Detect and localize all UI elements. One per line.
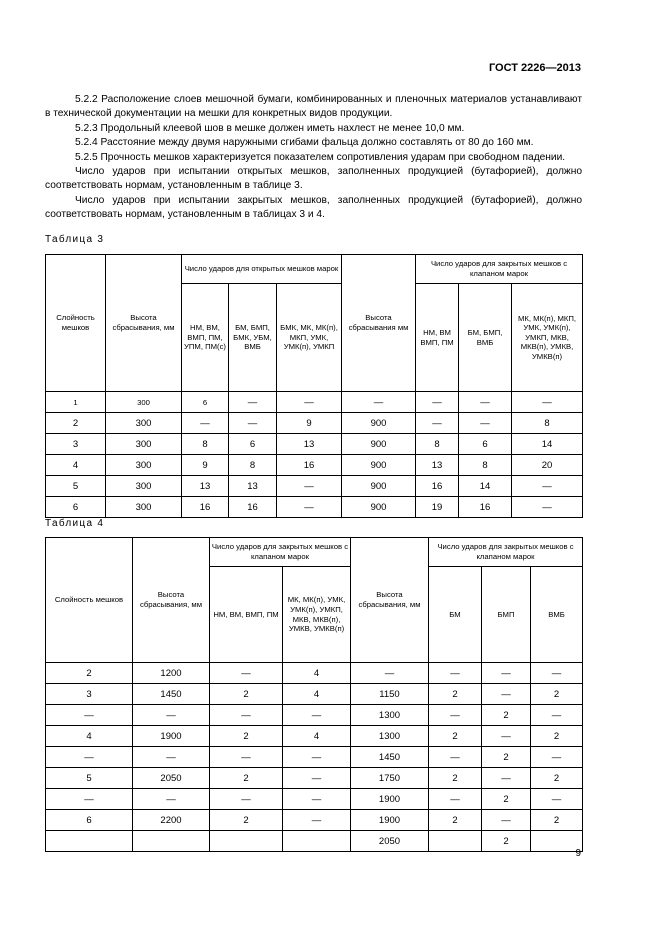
table-cell: 14 [459, 476, 512, 497]
table-cell [210, 831, 283, 852]
table-cell: — [531, 789, 583, 810]
header-cell: Число ударов для открытых мешков марок [182, 255, 342, 284]
table-cell: 2 [531, 726, 583, 747]
table-cell: 2 [210, 684, 283, 705]
table-cell: 5 [46, 768, 133, 789]
table-cell: — [283, 747, 351, 768]
paragraph: 5.2.3 Продольный клеевой шов в мешке должен иметь нахлест не менее 10,0 мм. [75, 122, 465, 134]
header-cell: БМ [429, 567, 482, 663]
table-cell: 1300 [351, 705, 429, 726]
table-cell: 1450 [351, 747, 429, 768]
table-cell: 2 [429, 684, 482, 705]
table-cell: 2 [210, 768, 283, 789]
table-cell: 13 [277, 434, 342, 455]
table-cell: — [210, 747, 283, 768]
table-cell: 1150 [351, 684, 429, 705]
table-cell: — [210, 705, 283, 726]
header-cell: БМ, БМП, ВМБ [459, 284, 512, 392]
table-cell: 2 [46, 413, 106, 434]
table-cell: — [46, 789, 133, 810]
table3-caption: Таблица 3 [45, 234, 105, 245]
table-cell: 2 [482, 705, 531, 726]
table-cell: 2200 [133, 810, 210, 831]
table-cell: 4 [283, 663, 351, 684]
table4 [45, 537, 583, 852]
header-cell: НМ, ВМ, ВМП, ПМ, УПМ, ПМ(с) [182, 284, 229, 392]
table-cell: 900 [342, 413, 416, 434]
table-cell: 2 [429, 768, 482, 789]
header-cell: Слойность мешков [46, 538, 133, 663]
body-text [45, 93, 582, 223]
table-cell: 2 [531, 768, 583, 789]
table-cell: — [46, 747, 133, 768]
table-cell: 19 [416, 497, 459, 518]
table-cell: 3 [46, 434, 106, 455]
table-row [46, 413, 583, 434]
table-cell: — [429, 705, 482, 726]
table-cell: — [482, 726, 531, 747]
table-cell: 16 [229, 497, 277, 518]
document-header: ГОСТ 2226—2013 [488, 62, 581, 74]
table-cell: — [531, 747, 583, 768]
table-cell: 9 [277, 413, 342, 434]
header-cell: Число ударов для закрытых мешков с клапаном марок [210, 538, 351, 567]
table-cell: — [283, 810, 351, 831]
table-cell [133, 831, 210, 852]
table-cell: — [429, 789, 482, 810]
table-cell: 300 [106, 497, 182, 518]
paragraph: 5.2.2 Расположение слоев мешочной бумаги, комбинированных и пленочных материалов устанавливают в технической документации на мешки для конкретных видов продукции. [45, 94, 582, 120]
table-cell: — [277, 392, 342, 413]
table-cell: — [531, 663, 583, 684]
table-cell: — [416, 413, 459, 434]
table-row [46, 768, 583, 789]
table-cell: — [229, 413, 277, 434]
table-cell: 1300 [351, 726, 429, 747]
table-row [46, 684, 583, 705]
table-cell: — [459, 392, 512, 413]
table-cell: 16 [459, 497, 512, 518]
table-cell: — [351, 663, 429, 684]
header-cell: БМП [482, 567, 531, 663]
table-cell: 300 [106, 392, 182, 413]
table-cell: 300 [106, 413, 182, 434]
table-cell: — [133, 789, 210, 810]
table-cell: 300 [106, 434, 182, 455]
table-cell: 2 [482, 747, 531, 768]
table-cell: 8 [182, 434, 229, 455]
table-cell [46, 831, 133, 852]
table-cell: 2 [482, 831, 531, 852]
table-cell: 13 [229, 476, 277, 497]
table-cell: — [531, 705, 583, 726]
header-cell: Число ударов для закрытых мешков с клапаном марок [416, 255, 583, 284]
table-cell: 8 [512, 413, 583, 434]
table-cell: 1 [46, 392, 106, 413]
table-row [46, 497, 583, 518]
table-cell: 1750 [351, 768, 429, 789]
table-cell: 8 [459, 455, 512, 476]
table-cell [429, 831, 482, 852]
table-cell: — [482, 768, 531, 789]
table-cell: 14 [512, 434, 583, 455]
table-cell: — [482, 684, 531, 705]
table-cell: 3 [46, 684, 133, 705]
table-cell: 6 [229, 434, 277, 455]
table-cell: — [283, 768, 351, 789]
table-cell: — [229, 392, 277, 413]
table4-caption: Таблица 4 [45, 518, 105, 529]
page-number: 9 [575, 848, 581, 859]
table-cell: — [416, 392, 459, 413]
paragraph: 5.2.4 Расстояние между двумя наружными сгибами фальца должно составлять от 80 до 160 мм. [75, 137, 534, 149]
table-cell: 1900 [133, 726, 210, 747]
table-cell: 1900 [351, 789, 429, 810]
table-row [46, 476, 583, 497]
table-cell: — [277, 476, 342, 497]
table-cell: 2 [429, 726, 482, 747]
table-cell: 9 [182, 455, 229, 476]
table-cell: 20 [512, 455, 583, 476]
table-cell: 2 [531, 684, 583, 705]
header-cell: МК, МК(п), МКП, УМК, УМК(п), УМКП, МКВ, МКВ(п), УМКВ, УМКВ(п) [512, 284, 583, 392]
table-cell: 2050 [351, 831, 429, 852]
table-cell: 1450 [133, 684, 210, 705]
table-cell: 2 [210, 810, 283, 831]
table3 [45, 254, 583, 518]
table-cell: 13 [416, 455, 459, 476]
header-cell: Высота сбрасывания мм [342, 255, 416, 392]
table-cell: 4 [283, 726, 351, 747]
table-row [46, 810, 583, 831]
table-cell: — [277, 497, 342, 518]
table-cell: 1900 [351, 810, 429, 831]
table-cell: 4 [46, 455, 106, 476]
table-cell: 8 [416, 434, 459, 455]
table-cell: 1200 [133, 663, 210, 684]
table-cell: 900 [342, 434, 416, 455]
table-cell: — [482, 810, 531, 831]
header-cell: Число ударов для закрытых мешков с клапаном марок [429, 538, 583, 567]
table-cell: — [459, 413, 512, 434]
table-cell: — [210, 789, 283, 810]
table-cell: 2050 [133, 768, 210, 789]
table-cell: 4 [283, 684, 351, 705]
header-cell: МК, МК(п), УМК, УМК(п), УМКП, МКВ, МКВ(п), УМКВ, УМКВ(п) [283, 567, 351, 663]
table-cell: 5 [46, 476, 106, 497]
header-cell: БМ, БМП, БМК, УБМ, ВМБ [229, 284, 277, 392]
table-cell: — [182, 413, 229, 434]
table-cell: — [283, 705, 351, 726]
table-cell: 16 [277, 455, 342, 476]
header-cell: ВМБ [531, 567, 583, 663]
table-cell: — [429, 663, 482, 684]
table-cell: 6 [459, 434, 512, 455]
table-cell: — [512, 392, 583, 413]
table-cell: — [133, 705, 210, 726]
header-cell: НМ, ВМ ВМП, ПМ [416, 284, 459, 392]
header-cell: Высота сбрасывания, мм [133, 538, 210, 663]
table-cell: — [133, 747, 210, 768]
header-cell: БМК, МК, МК(п), МКП, УМК, УМК(п), УМКП [277, 284, 342, 392]
table-cell: 900 [342, 455, 416, 476]
table-cell: 2 [531, 810, 583, 831]
table-cell: 2 [210, 726, 283, 747]
table-cell: 16 [182, 497, 229, 518]
table-cell: 6 [182, 392, 229, 413]
table-row [46, 455, 583, 476]
paragraph: Число ударов при испытании открытых мешков, заполненных продукцией (бутафорией), должно соответствовать нормам, установленным в таблице 3. [45, 166, 582, 192]
header-cell: НМ, ВМ, ВМП, ПМ [210, 567, 283, 663]
table-cell: — [46, 705, 133, 726]
table-row [46, 392, 583, 413]
table-cell: — [429, 747, 482, 768]
table-cell: 300 [106, 455, 182, 476]
table-cell: 4 [46, 726, 133, 747]
table-row [46, 789, 583, 810]
paragraph: 5.2.5 Прочность мешков характеризуется показателем сопротивления ударам при свободном падении. [75, 151, 566, 163]
table-row [46, 663, 583, 684]
table-cell: — [210, 663, 283, 684]
table-row [46, 705, 583, 726]
table-cell: 2 [429, 810, 482, 831]
table-cell: 300 [106, 476, 182, 497]
table-cell: — [512, 476, 583, 497]
header-cell: Высота сбрасывания, мм [106, 255, 182, 392]
table-cell: 8 [229, 455, 277, 476]
table-row [46, 726, 583, 747]
table-cell: 6 [46, 810, 133, 831]
table-cell: — [283, 789, 351, 810]
paragraph: Число ударов при испытании закрытых мешков, заполненных продукцией (бутафорией), должно соответствовать нормам, установленным в таблицах 3 и 4. [45, 194, 582, 221]
table-cell: 900 [342, 497, 416, 518]
table-row [46, 831, 583, 852]
table-cell: 2 [482, 789, 531, 810]
table-row [46, 747, 583, 768]
table-cell: — [342, 392, 416, 413]
table-cell: 6 [46, 497, 106, 518]
table-row [46, 434, 583, 455]
table-cell: 2 [46, 663, 133, 684]
table-cell: — [512, 497, 583, 518]
table-cell: 16 [416, 476, 459, 497]
table-cell: — [482, 663, 531, 684]
table-cell: 13 [182, 476, 229, 497]
header-cell: Высота сбрасывания, мм [351, 538, 429, 663]
table-cell [283, 831, 351, 852]
table-cell: 900 [342, 476, 416, 497]
header-cell: Слойность мешков [46, 255, 106, 392]
